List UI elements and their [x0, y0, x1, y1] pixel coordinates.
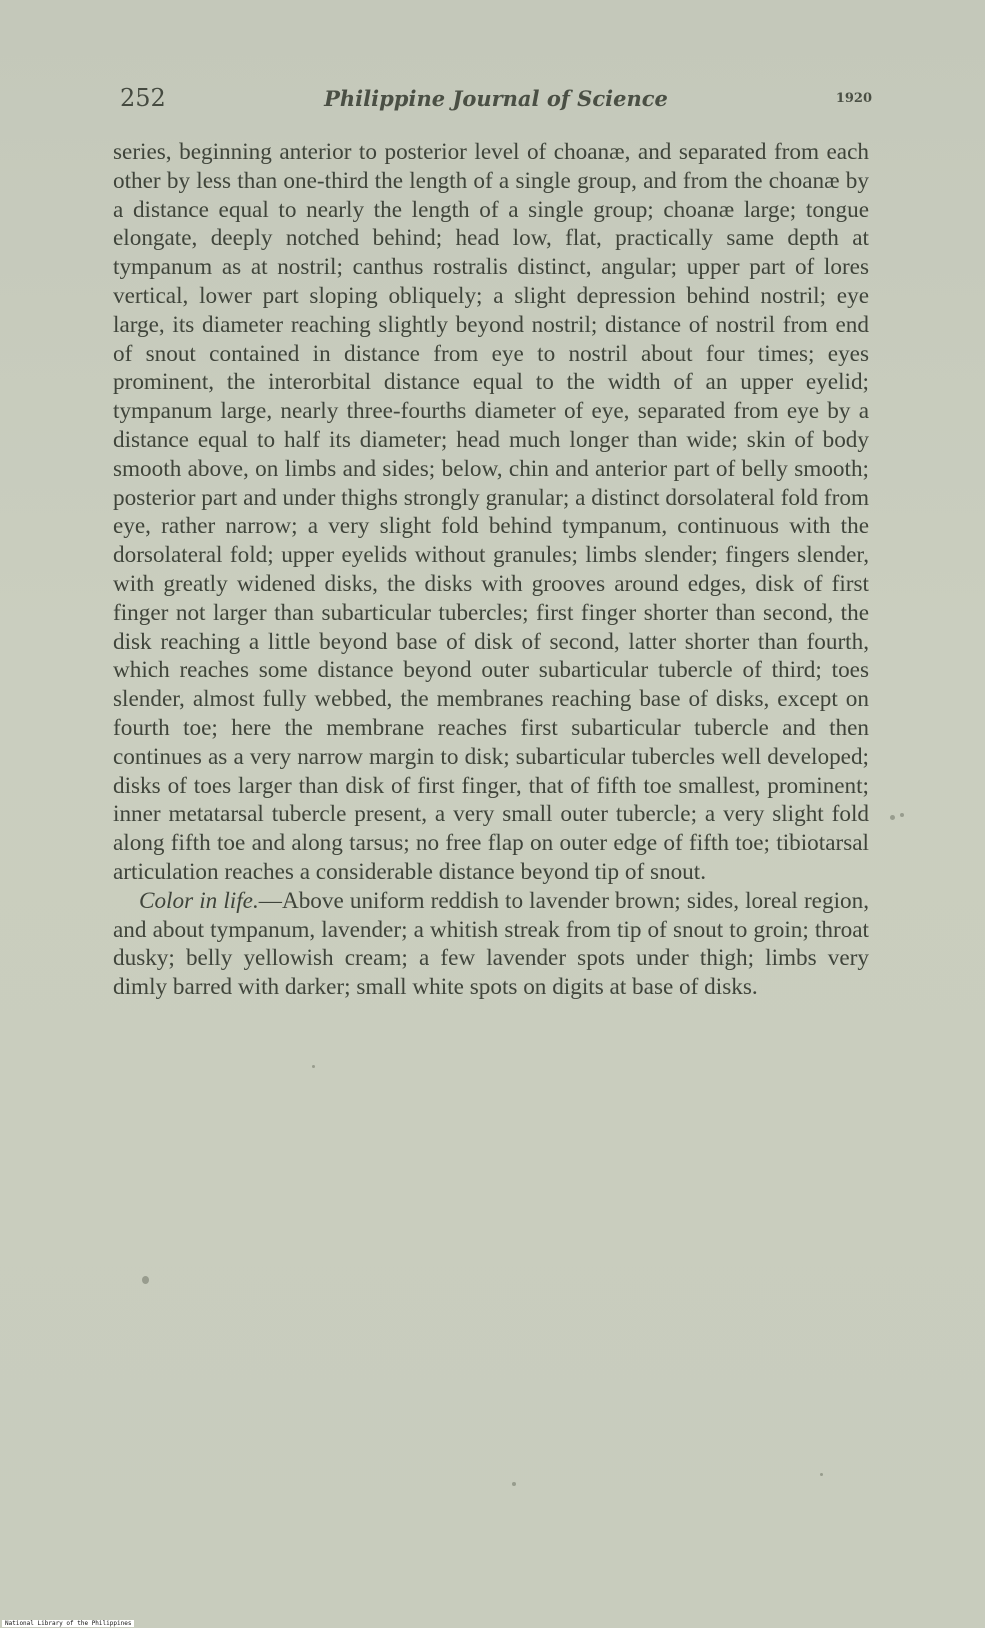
scan-speck: [142, 1276, 149, 1284]
scan-speck: [890, 815, 895, 820]
scan-speck: [312, 1065, 315, 1068]
publication-year: 1920: [835, 91, 872, 106]
library-credit: National Library of the Philippines: [2, 1620, 134, 1627]
color-in-life-text: —Above uniform reddish to lavender brown; sides, loreal region, and about tympanum, lavender; a whitish streak from tip of snout to groin; throat dusky; belly yellowish cream; a few lavender spots under thigh; limbs very dimly barred with darker; small white spots on digits at base of disks.: [113, 887, 869, 1001]
description-paragraph: series, beginning anterior to posterior level of choanæ, and separated from each other by less than one-third the length of a single group, and from the choanæ by a distance equal to nearly the length of a single group; choanæ large; tongue elongate, deeply notched behind; head low, flat, practically same depth at tympanum as at nostril; canthus rostralis distinct, angular; upper part of lores vertical, lower part sloping obliquely; a slight depression behind nostril; eye large, its diameter reaching slightly beyond nostril; distance of nostril from end of snout contained in distance from eye to nostril about four times; eyes prominent, the interorbital distance equal to the width of an upper eyelid; tympanum large, nearly three-fourths diameter of eye, separated from eye by a distance equal to half its diameter; head much longer than wide; skin of body smooth above, on limbs and sides; below, chin and anterior part of belly smooth; posterior part and under thighs strongly granular; a distinct dorsolateral fold from eye, rather narrow; a very slight fold behind tympanum, continuous with the dorsolateral fold; upper eyelids without granules; limbs slender; fingers slender, with greatly widened disks, the disks with grooves around edges, disk of first finger not larger than subarticular tubercles; first finger shorter than second, the disk reaching a little beyond base of disk of second, latter shorter than fourth, which reaches some distance beyond outer subarticular tubercle of third; toes slender, almost fully webbed, the membranes reaching base of disks, except on fourth toe; here the membrane reaches first subarticular tubercle and then continues as a very narrow margin to disk; subarticular tubercles well developed; disks of toes larger than disk of first finger, that of fifth toe smallest, prominent; inner metatarsal tubercle present, a very small outer tubercle; a very slight fold along fifth toe and along tarsus; no free flap on outer edge of fifth toe; tibiotarsal articulation reaches a considerable distance beyond tip of snout.: [113, 139, 869, 885]
color-in-life-paragraph: [113, 887, 869, 1002]
page-number: 252: [120, 84, 166, 112]
scan-speck: [900, 813, 904, 817]
scan-speck: [820, 1473, 823, 1476]
journal-title: Philippine Journal of Science: [324, 86, 668, 111]
color-in-life-heading: Color in life.: [139, 887, 259, 914]
scan-speck: [512, 1482, 516, 1486]
article-body: [113, 138, 869, 1002]
running-head: [120, 84, 872, 118]
